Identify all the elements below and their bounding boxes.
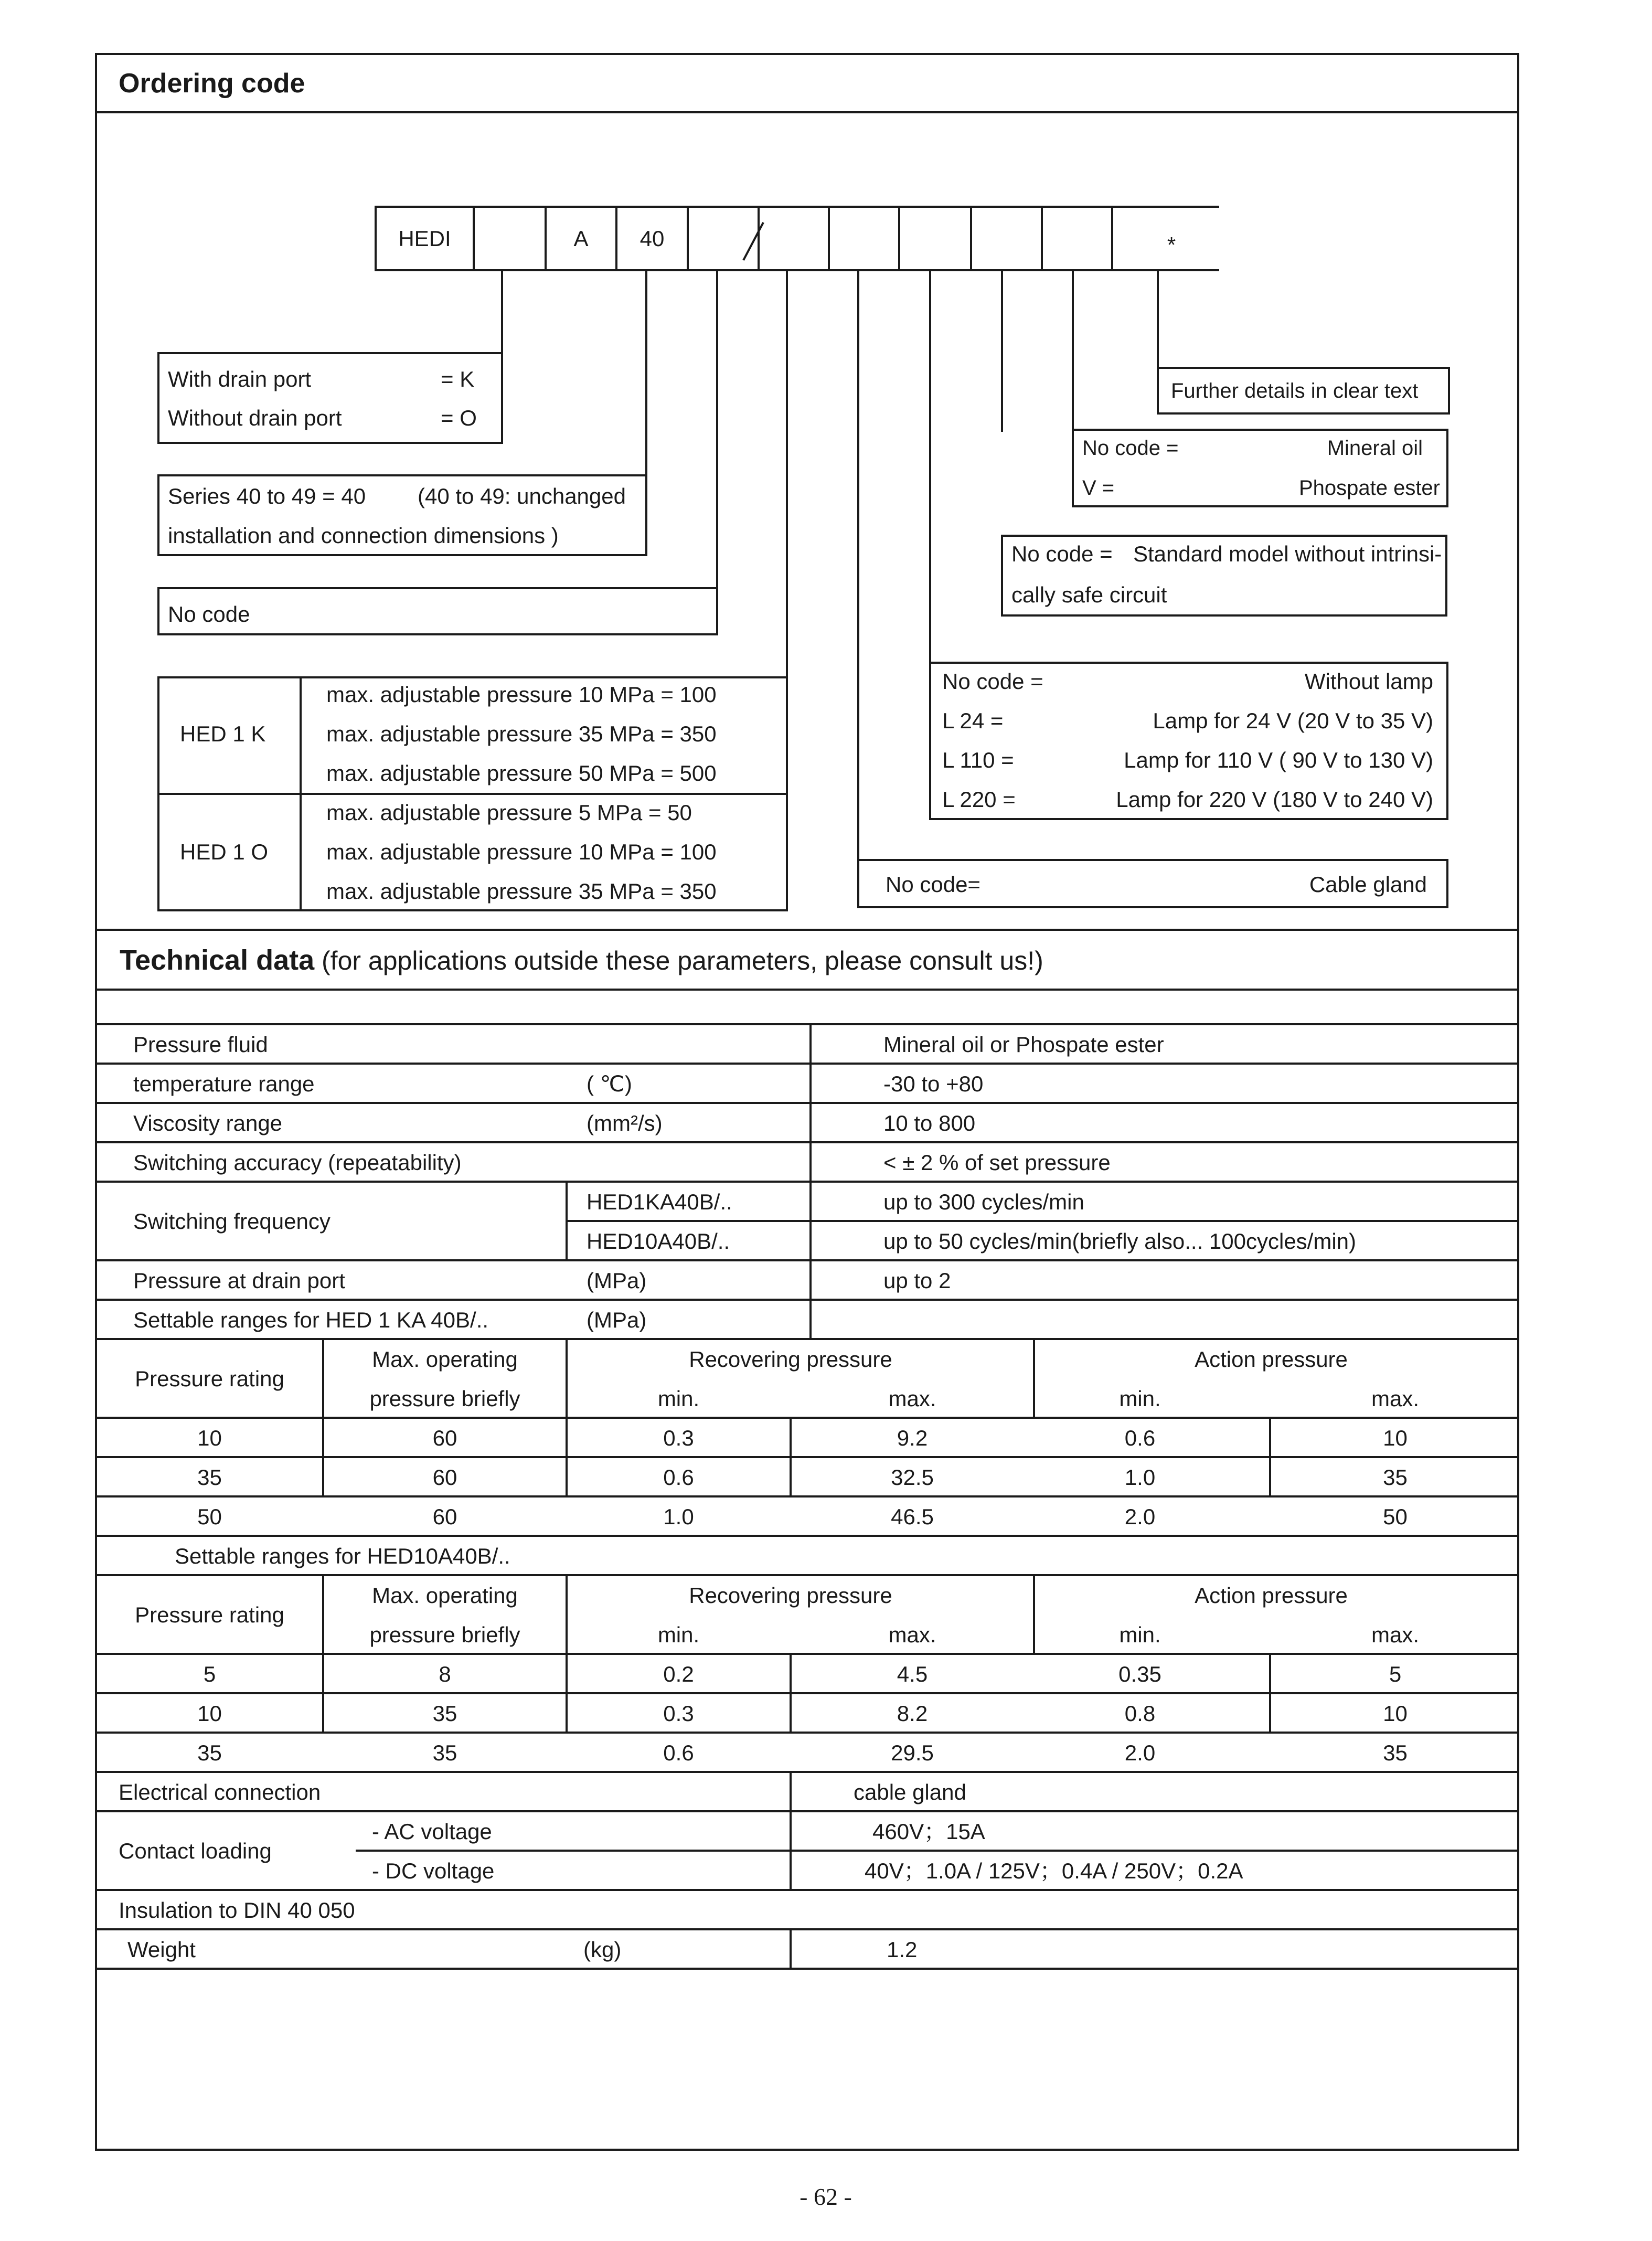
code-cell-40: 40 [640, 226, 665, 251]
code-cell-asterisk: * [1167, 232, 1176, 257]
code-cell-a: A [573, 226, 589, 251]
page-number: - 62 - [800, 2183, 852, 2210]
code-cell-series: HEDI [398, 226, 451, 251]
tech-title: Technical data [120, 944, 315, 976]
slash-separator [737, 220, 769, 262]
page-title: Ordering code [119, 68, 305, 99]
model-hed1o: HED 1 O [180, 840, 269, 864]
tech-heading [120, 946, 1043, 974]
model-hed1k: HED 1 K [180, 721, 266, 746]
tech-subtitle: (for applications outside these parameters, please consult us!) [322, 946, 1043, 975]
title-divider [95, 111, 1519, 113]
